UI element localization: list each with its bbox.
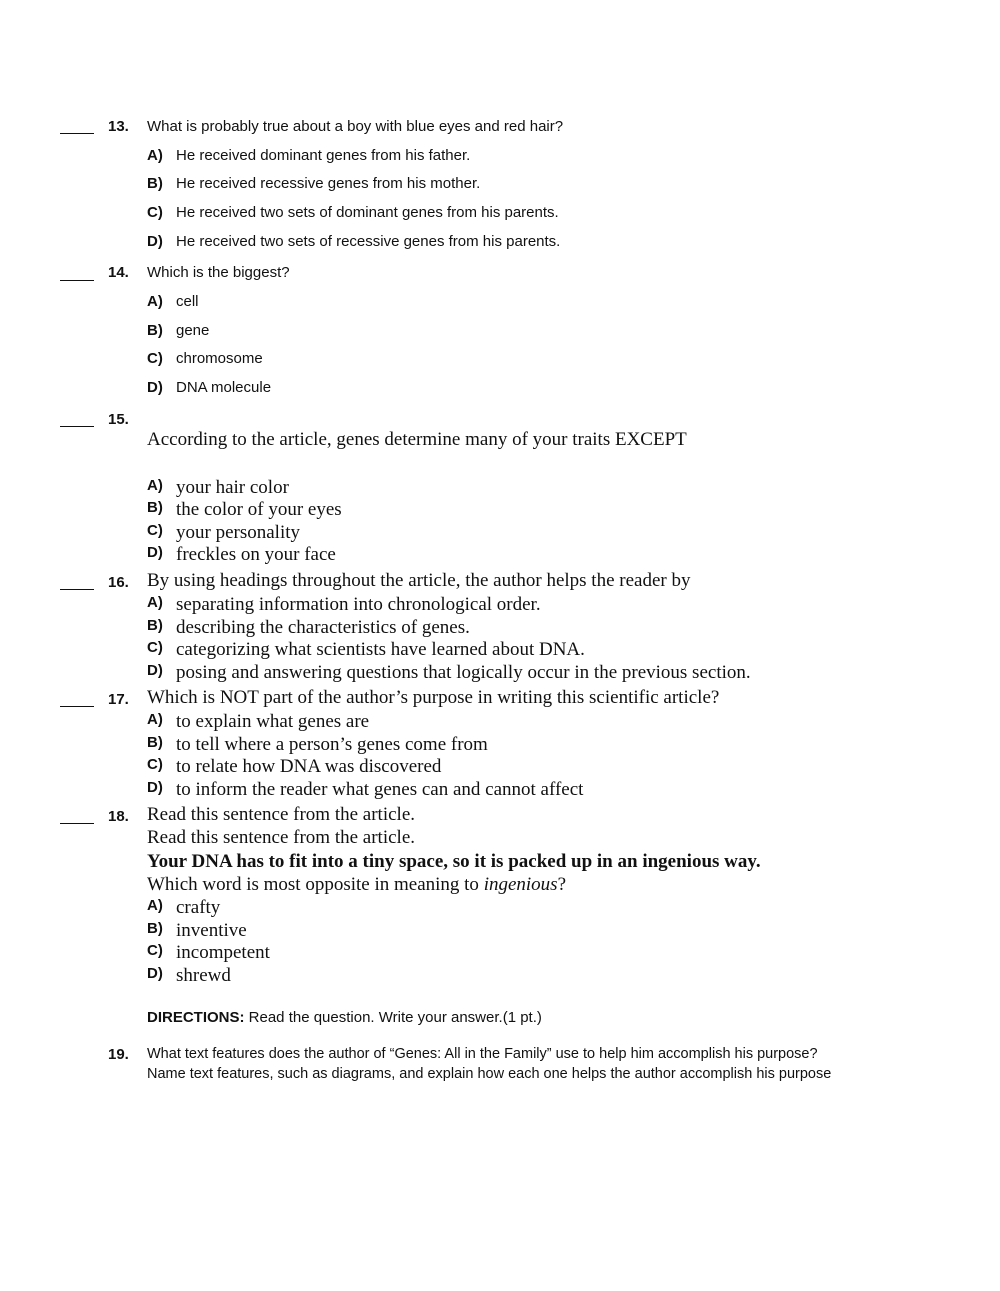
question-stem-line: Read this sentence from the article. — [147, 827, 416, 848]
answer-blank[interactable] — [60, 117, 94, 134]
worksheet-page: 13. What is probably true about a boy with blue eyes and red hair? A) He received dominant genes from his father. B) He received recessive genes from his mother. C) He received two sets of dominant genes from his parents. D) He received two sets of recessive genes from his parents. 14. Which is the biggest? A) cell B) gene C) chromosome D) DNA molecule 15. According to the article, genes determine many of your traits EXCEPT A) your hair color B) the color of your eyes C) your personality D) freckles on your face 16. By using headings throughout the article, the author helps the reader by A) separating information into chronological order. B) describing the characteristics of genes. C) categorizing what scientists have learned about DNA. D) posing and answering questions that logically occur in the previous section. 17. Which is NOT part of the author’s purpose in writing this scientific article? A) to explain what genes are B) to tell where a person’s genes come from C) to relate how DNA was discovered D) to inform the reader what genes can and cannot affect 18. Read this sentence from the article. Read this sentence from the article. Your DNA has to fit into a tiny space, so it is packed up in an ingenious way. Which word is most opposite in meaning to ingenious? A) crafty B) inventive C) incompetent D) shrewd DIRECTIONS: Read the question. Write your answer.(1 pt.) 19. What text features does the author of “Genes: All in the Family” use to help him accomplish his purpose? Name text features, such as diagrams, and explain how each one helps the author accomplish his purpose — [0, 0, 1000, 1291]
question-stem-line: Which word is most opposite in meaning to ingenious? — [147, 874, 567, 895]
question-number: 14. — [108, 264, 129, 281]
question-number: 19. — [108, 1046, 129, 1063]
answer-blank[interactable] — [60, 410, 94, 427]
question-stem: According to the article, genes determine many of your traits EXCEPT — [147, 429, 687, 450]
question-stem: Which is NOT part of the author’s purpose in writing this scientific article? — [147, 687, 720, 708]
answer-blank[interactable] — [60, 573, 94, 590]
question-number: 18. — [108, 808, 129, 825]
directions-label: DIRECTIONS: — [147, 1009, 245, 1026]
question-number: 15. — [108, 411, 129, 428]
answer-blank[interactable] — [60, 807, 94, 824]
directions-text: Read the question. Write your answer.(1 pt.) — [244, 1009, 542, 1026]
question-stem-line: Read this sentence from the article. — [147, 804, 416, 825]
directions — [147, 1009, 542, 1026]
emphasized-word: ingenious — [483, 874, 558, 895]
question-number: 17. — [108, 691, 129, 708]
question-stem: Which is the biggest? — [147, 264, 290, 281]
question-stem: By using headings throughout the article, the author helps the reader by — [147, 570, 691, 591]
question-number: 13. — [108, 118, 129, 135]
question-number: 16. — [108, 574, 129, 591]
answer-blank[interactable] — [60, 690, 94, 707]
question-stem-line: Name text features, such as diagrams, and explain how each one helps the author accomplish his purpose — [147, 1066, 832, 1082]
question-stem: What is probably true about a boy with blue eyes and red hair? — [147, 118, 564, 135]
quoted-sentence: Your DNA has to fit into a tiny space, so it is packed up in an ingenious way. — [147, 851, 761, 872]
answer-blank[interactable] — [60, 264, 94, 281]
question-stem-line: What text features does the author of “Genes: All in the Family” use to help him accomplish his purpose? — [147, 1046, 818, 1062]
